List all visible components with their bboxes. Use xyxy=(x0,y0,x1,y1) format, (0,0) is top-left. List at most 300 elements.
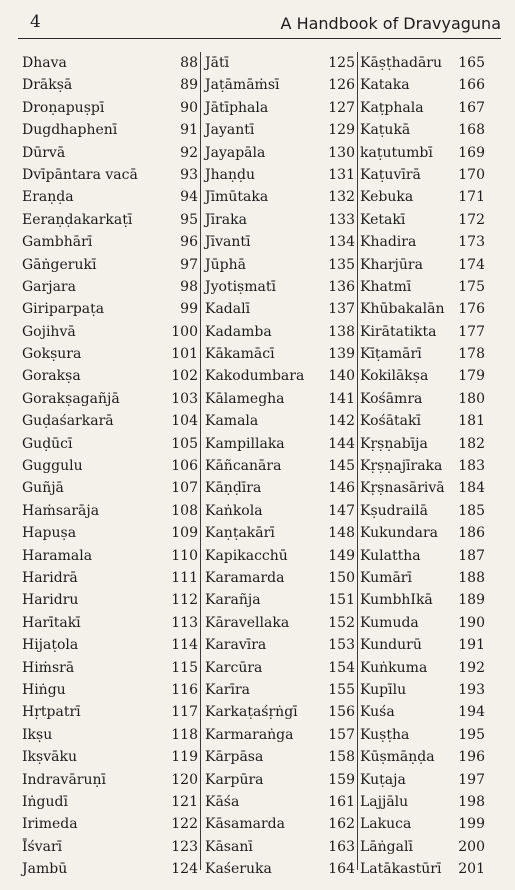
entry-page-number: 105 xyxy=(171,435,198,452)
entry-term: Kukundara xyxy=(360,525,439,542)
index-entry xyxy=(201,657,357,679)
entry-term: Gorakṣa xyxy=(22,368,81,385)
entry-term: KumbhIkā xyxy=(360,592,433,609)
entry-term: Kumuda xyxy=(360,614,419,631)
entry-page-number: 165 xyxy=(458,55,485,71)
index-entry xyxy=(358,522,501,544)
entry-term: Kaṇṭakārī xyxy=(205,525,275,542)
entry-page-number: 124 xyxy=(171,861,198,878)
entry-term: Guñjā xyxy=(22,480,64,497)
entry-page-number: 93 xyxy=(180,166,198,183)
entry-page-number: 191 xyxy=(458,637,485,654)
entry-term: Kaśeruka xyxy=(205,861,272,878)
entry-page-number: 180 xyxy=(458,390,485,407)
index-entry xyxy=(201,97,357,119)
entry-term: Kundurū xyxy=(360,637,422,654)
index-entry xyxy=(201,477,357,499)
entry-term: Jambū xyxy=(22,861,68,878)
entry-page-number: 112 xyxy=(171,592,198,609)
entry-page-number: 200 xyxy=(458,838,485,855)
entry-page-number: 129 xyxy=(328,122,355,139)
entry-page-number: 95 xyxy=(180,211,198,228)
entry-term: Kāravellaka xyxy=(205,614,290,631)
entry-page-number: 144 xyxy=(328,435,355,452)
entry-page-number: 186 xyxy=(458,525,485,542)
index-entry xyxy=(18,142,200,164)
entry-page-number: 127 xyxy=(328,99,355,116)
index-entry xyxy=(358,545,501,567)
index-entry xyxy=(358,679,501,701)
entry-page-number: 132 xyxy=(328,189,355,206)
index-entry xyxy=(18,298,200,320)
index-entry xyxy=(18,186,200,208)
index-entry xyxy=(18,791,200,813)
entry-term: Hapuṣa xyxy=(22,525,77,542)
entry-page-number: 197 xyxy=(458,771,485,788)
index-entry xyxy=(358,119,501,141)
index-entry xyxy=(358,858,501,880)
entry-page-number: 96 xyxy=(180,234,198,251)
index-entry xyxy=(18,365,200,387)
entry-term: Hṛtpatrī xyxy=(22,704,81,721)
index-entry xyxy=(18,209,200,231)
entry-term: Hiṅgu xyxy=(22,681,66,698)
entry-page-number: 182 xyxy=(458,435,485,452)
entry-term: Kupīlu xyxy=(360,681,407,698)
entry-term: Kṛṣṇabīja xyxy=(360,435,428,452)
index-entry xyxy=(201,858,357,880)
entry-page-number: 170 xyxy=(458,166,485,183)
entry-term: Jātīphala xyxy=(205,99,269,116)
entry-term: Kośātakī xyxy=(360,413,421,430)
index-entry xyxy=(201,254,357,276)
entry-page-number: 168 xyxy=(458,122,485,139)
index-entry xyxy=(18,343,200,365)
entry-term: Jūphā xyxy=(205,256,246,273)
entry-term: Jaṭāmāṁsī xyxy=(205,77,280,94)
entry-term: Hiṁsrā xyxy=(22,659,75,676)
index-entry xyxy=(18,500,200,522)
index-entry xyxy=(358,813,501,835)
index-entry xyxy=(18,97,200,119)
entry-term: Khūbakalān xyxy=(360,301,445,318)
entry-term: Guggulu xyxy=(22,458,83,475)
index-entry xyxy=(201,321,357,343)
entry-page-number: 162 xyxy=(328,816,355,833)
entry-page-number: 103 xyxy=(171,390,198,407)
index-entry xyxy=(201,433,357,455)
index-entry xyxy=(201,164,357,186)
entry-page-number: 100 xyxy=(171,323,198,340)
index-entry xyxy=(358,74,501,96)
index-entry xyxy=(201,813,357,835)
entry-page-number: 171 xyxy=(458,189,485,206)
entry-page-number: 166 xyxy=(458,77,485,94)
index-entry xyxy=(201,612,357,634)
index-entry xyxy=(201,746,357,768)
index-entry xyxy=(358,612,501,634)
entry-page-number: 114 xyxy=(171,637,198,654)
entry-term: Eeraṇḍakarkaṭī xyxy=(22,211,133,228)
index-entry xyxy=(201,769,357,791)
entry-page-number: 138 xyxy=(328,323,355,340)
entry-page-number: 122 xyxy=(171,816,198,833)
entry-page-number: 176 xyxy=(458,301,485,318)
entry-term: Karkaṭaśṛṅgī xyxy=(205,704,298,721)
entry-page-number: 125 xyxy=(328,55,355,71)
entry-page-number: 150 xyxy=(328,569,355,586)
entry-term: Kṛṣṇajīraka xyxy=(360,458,443,475)
index-entry xyxy=(201,455,357,477)
entry-term: Kakodumbara xyxy=(205,368,305,385)
entry-term: Indravāruṇī xyxy=(22,771,107,788)
index-entry xyxy=(201,186,357,208)
entry-page-number: 131 xyxy=(328,166,355,183)
index-entry xyxy=(18,321,200,343)
entry-term: Lāṅgalī xyxy=(360,838,413,855)
entry-term: Kadalī xyxy=(205,301,251,318)
entry-term: Kokilākṣa xyxy=(360,368,429,385)
entry-term: Harītakī xyxy=(22,614,81,631)
entry-term: Kaṭukā xyxy=(360,122,411,139)
entry-page-number: 118 xyxy=(171,726,198,743)
entry-page-number: 187 xyxy=(458,547,485,564)
entry-page-number: 169 xyxy=(458,144,485,161)
entry-term: Karcūra xyxy=(205,659,263,676)
index-entry xyxy=(18,119,200,141)
entry-page-number: 194 xyxy=(458,704,485,721)
entry-page-number: 164 xyxy=(328,861,355,878)
entry-term: Gokṣura xyxy=(22,346,82,363)
index-entry xyxy=(358,791,501,813)
index-entry xyxy=(18,701,200,723)
entry-page-number: 107 xyxy=(171,480,198,497)
entry-term: Ketakī xyxy=(360,211,406,228)
index-entry xyxy=(358,567,501,589)
entry-page-number: 199 xyxy=(458,816,485,833)
entry-term: Droṇapuṣpī xyxy=(22,99,105,116)
index-entry xyxy=(358,746,501,768)
entry-term: Kaṭphala xyxy=(360,99,424,116)
entry-page-number: 126 xyxy=(328,77,355,94)
entry-page-number: 120 xyxy=(171,771,198,788)
index-entry xyxy=(201,701,357,723)
index-entry xyxy=(18,433,200,455)
entry-term: Jayantī xyxy=(205,122,255,139)
entry-term: Irimeda xyxy=(22,816,78,833)
entry-page-number: 136 xyxy=(328,278,355,295)
entry-page-number: 91 xyxy=(180,122,198,139)
entry-term: Kāśa xyxy=(205,793,240,810)
entry-term: Kebuka xyxy=(360,189,414,206)
entry-term: Jātī xyxy=(205,55,230,71)
entry-page-number: 119 xyxy=(171,749,198,766)
index-entry xyxy=(358,142,501,164)
entry-page-number: 178 xyxy=(458,346,485,363)
entry-page-number: 184 xyxy=(458,480,485,497)
entry-page-number: 201 xyxy=(458,861,485,878)
entry-term: Dvīpāntara vacā xyxy=(22,166,138,183)
index-entry xyxy=(201,410,357,432)
entry-page-number: 109 xyxy=(171,525,198,542)
index-entry xyxy=(358,298,501,320)
entry-term: Ikṣvāku xyxy=(22,749,77,766)
entry-term: Hijaṭola xyxy=(22,637,79,654)
index-entry xyxy=(18,858,200,880)
index-entry xyxy=(358,388,501,410)
index-entry xyxy=(358,836,501,858)
entry-term: Jīraka xyxy=(205,211,247,228)
entry-page-number: 137 xyxy=(328,301,355,318)
entry-page-number: 94 xyxy=(180,189,198,206)
index-entry xyxy=(18,455,200,477)
index-entry xyxy=(358,724,501,746)
index-entry xyxy=(201,791,357,813)
entry-term: Kūṣmāṇḍa xyxy=(360,749,435,766)
entry-page-number: 195 xyxy=(458,726,485,743)
entry-page-number: 181 xyxy=(458,413,485,430)
page-header xyxy=(18,12,501,39)
index-entry xyxy=(358,433,501,455)
index-entry xyxy=(201,388,357,410)
entry-term: Haṁsarāja xyxy=(22,502,100,519)
entry-term: Jīmūtaka xyxy=(205,189,269,206)
entry-page-number: 147 xyxy=(328,502,355,519)
entry-term: Khadira xyxy=(360,234,417,251)
entry-page-number: 152 xyxy=(328,614,355,631)
entry-page-number: 167 xyxy=(458,99,485,116)
entry-page-number: 172 xyxy=(458,211,485,228)
index-entry xyxy=(18,589,200,611)
index-entry xyxy=(18,724,200,746)
entry-page-number: 139 xyxy=(328,346,355,363)
entry-page-number: 198 xyxy=(458,793,485,810)
entry-page-number: 141 xyxy=(328,390,355,407)
entry-term: Lajjālu xyxy=(360,793,409,810)
index-entry xyxy=(201,724,357,746)
entry-page-number: 108 xyxy=(171,502,198,519)
entry-page-number: 116 xyxy=(171,681,198,698)
index-entry xyxy=(18,254,200,276)
entry-term: Karpūra xyxy=(205,771,264,788)
entry-term: Kākamācī xyxy=(205,346,275,363)
entry-page-number: 135 xyxy=(328,256,355,273)
index-entry xyxy=(18,276,200,298)
entry-term: Kampillaka xyxy=(205,435,285,452)
index-entry xyxy=(18,769,200,791)
entry-page-number: 110 xyxy=(171,547,198,564)
entry-page-number: 123 xyxy=(171,838,198,855)
index-entry xyxy=(18,657,200,679)
index-entry xyxy=(18,746,200,768)
entry-page-number: 163 xyxy=(328,838,355,855)
entry-page-number: 142 xyxy=(328,413,355,430)
index-entry xyxy=(18,522,200,544)
entry-term: Lakuca xyxy=(360,816,412,833)
entry-page-number: 175 xyxy=(458,278,485,295)
entry-term: Jyotiṣmatī xyxy=(205,278,276,295)
index-entry xyxy=(201,119,357,141)
index-entry xyxy=(201,231,357,253)
index-entry xyxy=(358,657,501,679)
index-entry xyxy=(201,522,357,544)
entry-term: Gāṅgerukī xyxy=(22,256,97,273)
entry-term: Kāsanī xyxy=(205,838,253,855)
index-entry xyxy=(358,321,501,343)
index-entry xyxy=(201,679,357,701)
entry-term: Kaṭuvīrā xyxy=(360,166,421,183)
entry-term: kaṭutumbī xyxy=(360,144,433,161)
index-entry xyxy=(201,836,357,858)
index-entry xyxy=(358,500,501,522)
entry-page-number: 148 xyxy=(328,525,355,542)
entry-page-number: 183 xyxy=(458,458,485,475)
entry-page-number: 134 xyxy=(328,234,355,251)
index-entry xyxy=(358,410,501,432)
index-entry xyxy=(201,589,357,611)
index-table xyxy=(18,52,501,878)
entry-term: Kṛṣnasārivā xyxy=(360,480,445,497)
entry-page-number: 104 xyxy=(171,413,198,430)
index-entry xyxy=(201,209,357,231)
index-entry xyxy=(18,836,200,858)
entry-page-number: 151 xyxy=(328,592,355,609)
entry-term: Gojihvā xyxy=(22,323,76,340)
index-entry xyxy=(358,231,501,253)
entry-page-number: 156 xyxy=(328,704,355,721)
entry-page-number: 133 xyxy=(328,211,355,228)
entry-page-number: 158 xyxy=(328,749,355,766)
entry-page-number: 121 xyxy=(171,793,198,810)
book-title: A Handbook of Dravyaguna xyxy=(280,14,501,33)
entry-term: Īśvarī xyxy=(22,838,63,855)
entry-term: Karīra xyxy=(205,681,251,698)
entry-term: Dhava xyxy=(22,55,67,71)
entry-page-number: 101 xyxy=(171,346,198,363)
entry-page-number: 115 xyxy=(171,659,198,676)
index-entry xyxy=(358,589,501,611)
entry-page-number: 117 xyxy=(171,704,198,721)
index-entry xyxy=(358,701,501,723)
entry-term: Haridru xyxy=(22,592,79,609)
entry-page-number: 177 xyxy=(458,323,485,340)
index-entry xyxy=(358,164,501,186)
entry-term: Kuṣṭha xyxy=(360,726,410,743)
entry-term: Kośāmra xyxy=(360,390,423,407)
index-entry xyxy=(358,477,501,499)
index-entry xyxy=(201,298,357,320)
entry-term: Kāṇḍīra xyxy=(205,480,262,497)
entry-term: Guḍaśarkarā xyxy=(22,413,114,430)
entry-page-number: 89 xyxy=(180,77,198,94)
entry-term: Jayapāla xyxy=(205,144,266,161)
entry-term: Kuśa xyxy=(360,704,395,721)
entry-page-number: 149 xyxy=(328,547,355,564)
index-entry xyxy=(18,679,200,701)
entry-page-number: 193 xyxy=(458,681,485,698)
entry-page-number: 179 xyxy=(458,368,485,385)
index-entry xyxy=(201,567,357,589)
index-entry xyxy=(358,186,501,208)
entry-term: Giriparpaṭa xyxy=(22,301,105,318)
entry-term: Kārpāsa xyxy=(205,749,264,766)
entry-page-number: 146 xyxy=(328,480,355,497)
index-entry xyxy=(201,365,357,387)
entry-page-number: 90 xyxy=(180,99,198,116)
entry-term: Kāṣṭhadāru xyxy=(360,55,442,71)
entry-term: Eraṇḍa xyxy=(22,189,74,206)
entry-page-number: 102 xyxy=(171,368,198,385)
index-entry xyxy=(358,769,501,791)
entry-page-number: 185 xyxy=(458,502,485,519)
entry-page-number: 174 xyxy=(458,256,485,273)
entry-term: Kāsamarda xyxy=(205,816,285,833)
entry-page-number: 161 xyxy=(328,793,355,810)
index-entry xyxy=(201,500,357,522)
entry-term: Kuṅkuma xyxy=(360,659,428,676)
index-entry xyxy=(18,634,200,656)
index-entry xyxy=(18,545,200,567)
index-entry xyxy=(201,634,357,656)
entry-page-number: 192 xyxy=(458,659,485,676)
entry-term: Drākṣā xyxy=(22,77,73,94)
entry-term: Kapikacchū xyxy=(205,547,288,564)
entry-page-number: 155 xyxy=(328,681,355,698)
index-entry xyxy=(18,477,200,499)
entry-term: Kamala xyxy=(205,413,259,430)
entry-page-number: 92 xyxy=(180,144,198,161)
entry-term: Khatmī xyxy=(360,278,412,295)
entry-page-number: 154 xyxy=(328,659,355,676)
index-entry xyxy=(18,74,200,96)
entry-page-number: 97 xyxy=(180,256,198,273)
entry-term: Kaṅkola xyxy=(205,502,263,519)
entry-term: Karmaraṅga xyxy=(205,726,294,743)
index-entry xyxy=(201,343,357,365)
entry-page-number: 113 xyxy=(171,614,198,631)
entry-term: Jhaṇḍu xyxy=(205,166,255,183)
entry-term: Haramala xyxy=(22,547,93,564)
entry-term: Iṅgudī xyxy=(22,793,68,810)
entry-term: Kṣudrailā xyxy=(360,502,428,519)
entry-page-number: 159 xyxy=(328,771,355,788)
index-entry xyxy=(18,164,200,186)
index-entry xyxy=(358,634,501,656)
entry-page-number: 106 xyxy=(171,458,198,475)
entry-term: Ikṣu xyxy=(22,726,53,743)
entry-term: Karamarda xyxy=(205,569,285,586)
index-entry xyxy=(201,545,357,567)
index-entry xyxy=(201,142,357,164)
entry-term: Garjara xyxy=(22,278,76,295)
entry-term: Kirātatikta xyxy=(360,323,437,340)
entry-term: Kuṭaja xyxy=(360,771,406,788)
entry-term: Gambhārī xyxy=(22,234,93,251)
entry-term: Guḍūcī xyxy=(22,435,73,452)
entry-page-number: 140 xyxy=(328,368,355,385)
entry-term: Jīvantī xyxy=(205,234,251,251)
index-column-3 xyxy=(358,52,501,880)
index-column-1 xyxy=(18,52,201,878)
index-entry xyxy=(358,97,501,119)
index-entry xyxy=(201,276,357,298)
entry-term: Kālamegha xyxy=(205,390,285,407)
entry-term: Kīṭamārī xyxy=(360,346,422,363)
entry-term: Kāñcanāra xyxy=(205,458,282,475)
entry-page-number: 196 xyxy=(458,749,485,766)
entry-term: Latākastūrī xyxy=(360,861,442,878)
entry-term: Kadamba xyxy=(205,323,272,340)
